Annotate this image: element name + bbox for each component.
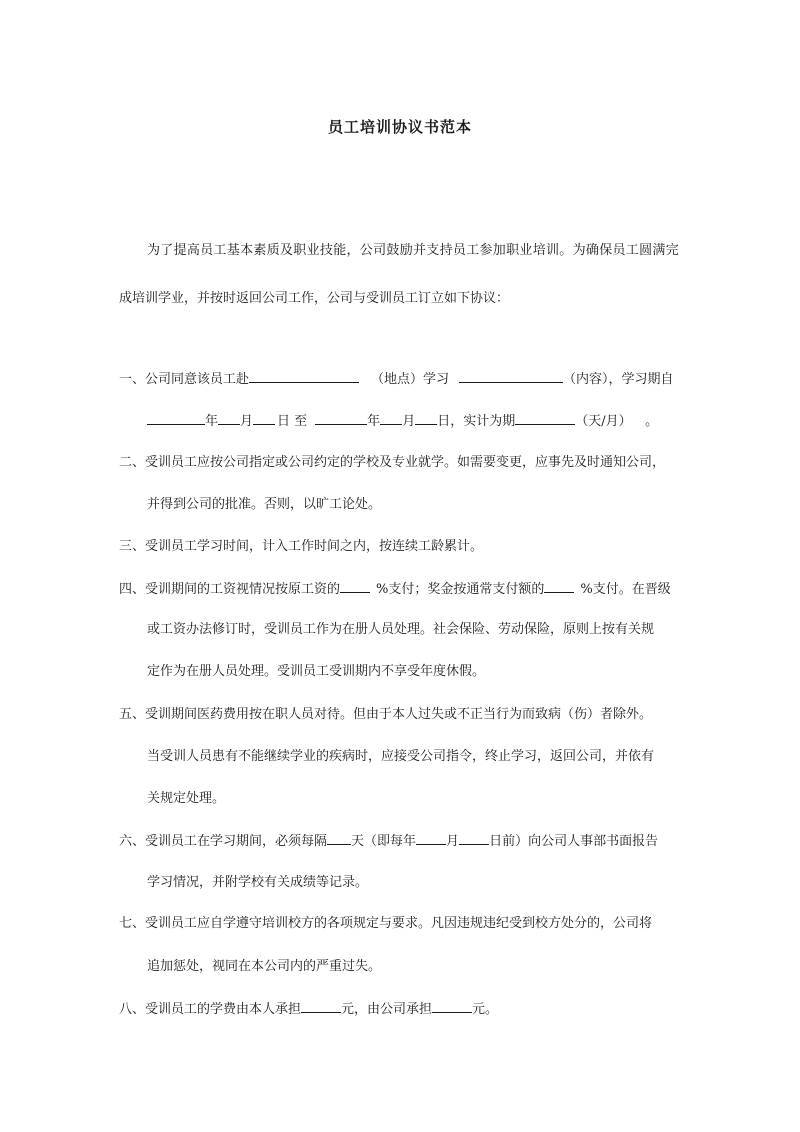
clause-text: 日，实计为期	[437, 414, 516, 429]
intro-line-1: 为了提高员工基本素质及职业技能，公司鼓励并支持员工参加职业培训。为确保员工圆满完	[147, 243, 680, 258]
clause-text: 受训员工的学费由本人承担	[145, 1002, 302, 1017]
clause-2-line-1	[119, 453, 665, 473]
clause-text: 受训员工应自学遵守培训校方的各项规定与要求。凡因违规违纪受到校方处分的，公司将	[145, 916, 653, 931]
clause-4-line-3: 定作为在册人员处理。受训员工受训期内不享受年度休假。	[147, 664, 486, 679]
clause-text: 。	[645, 414, 659, 429]
blank-employee-fee	[301, 998, 341, 1013]
clause-5-line-3: 关规定处理。	[147, 791, 226, 806]
clause-text: 受训员工在学习期间，必须每隔	[145, 834, 328, 849]
intro-line-2: 成培训学业，并按时返回公司工作，公司与受训员工订立如下协议：	[119, 291, 510, 306]
blank-start-day	[253, 410, 275, 425]
clause-text: （天/月）	[575, 414, 626, 429]
clause-1-line-1	[119, 368, 674, 390]
clause-4-line-2: 或工资办法修订时，受训员工作为在册人员处理。社会保险、劳动保险，原则上按有关规	[147, 622, 655, 637]
clause-6-line-1	[119, 830, 658, 852]
clause-6-line-2: 学习情况，并附学校有关成绩等记录。	[147, 875, 369, 890]
clause-number: 八、	[119, 1002, 146, 1017]
clause-2-line-2: 并得到公司的批准。否则，以旷工论处。	[147, 497, 382, 512]
clause-text: %支付。在晋级	[580, 582, 671, 597]
blank-company-fee	[432, 998, 472, 1013]
clause-text: %支付；奖金按通常支付额的	[376, 582, 545, 597]
clause-number: 四、	[119, 582, 146, 597]
clause-number: 五、	[119, 707, 146, 722]
blank-report-day	[459, 830, 489, 845]
blank-end-day	[415, 410, 437, 425]
clause-number: 六、	[119, 834, 146, 849]
clause-text: （地点）学习	[371, 372, 450, 387]
clause-number: 三、	[119, 539, 146, 554]
clause-text: 受训员工学习时间，计入工作时间之内，按连续工龄累计。	[145, 539, 484, 554]
blank-content	[459, 368, 563, 383]
clause-7-line-2: 追加惩处，视同在本公司内的严重过失。	[147, 959, 382, 974]
blank-report-month	[416, 830, 446, 845]
clause-5-line-2: 当受训人员患有不能继续学业的疾病时，应接受公司指令，终止学习，返回公司，并依有	[147, 749, 655, 764]
clause-text: 月	[446, 834, 460, 849]
clause-text: 公司同意该员工赴	[145, 372, 250, 387]
document-title: 员工培训协议书范本	[327, 118, 472, 136]
clause-text: 受训期间的工资视情况按原工资的	[145, 582, 341, 597]
clause-text: （内容），学习期自	[563, 372, 674, 387]
clause-8-line-1	[119, 998, 498, 1020]
blank-duration	[515, 410, 575, 425]
clause-text: 月	[402, 414, 416, 429]
blank-wage-percent	[340, 578, 370, 593]
clause-text: 日 至	[277, 414, 308, 429]
blank-start-month	[218, 410, 240, 425]
clause-text: 受训期间医药费用按在职人员对待。但由于本人过失或不正当行为而致病（伤）者除外。	[145, 707, 653, 722]
clause-text: 元。	[472, 1002, 499, 1017]
clause-number: 七、	[119, 916, 146, 931]
clause-text: 年	[205, 414, 219, 429]
blank-end-month	[380, 410, 402, 425]
blank-interval-days	[327, 830, 351, 845]
clause-number: 一、	[119, 372, 146, 387]
blank-end-year	[315, 410, 367, 425]
clause-text: 年	[367, 414, 381, 429]
clause-5-line-1	[119, 705, 652, 725]
clause-text: 日前）向公司人事部书面报告	[489, 834, 659, 849]
clause-4-line-1	[119, 578, 671, 600]
clause-text: 月	[240, 414, 254, 429]
blank-bonus-percent	[544, 578, 574, 593]
clause-1-line-2	[147, 410, 658, 432]
clause-text: 天（即每年	[351, 834, 417, 849]
clause-text: 元，由公司承担	[341, 1002, 433, 1017]
clause-number: 二、	[119, 455, 146, 470]
blank-start-year	[147, 410, 205, 425]
blank-location	[249, 368, 359, 383]
clause-7-line-1	[119, 914, 652, 934]
clause-text: 受训员工应按公司指定或公司约定的学校及专业就学。如需要变更，应事先及时通知公司，	[145, 455, 666, 470]
clause-3-line-1	[119, 537, 483, 557]
